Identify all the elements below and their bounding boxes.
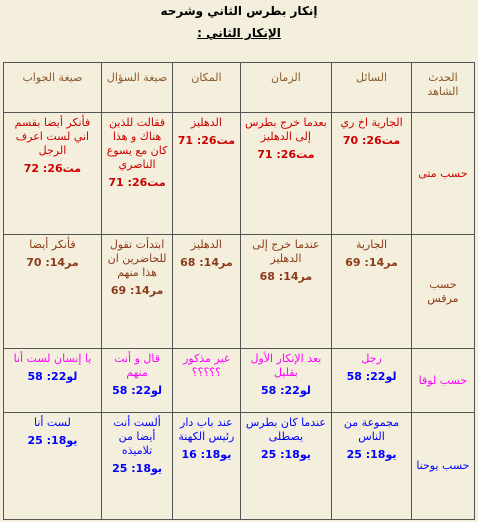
place-cell [173, 349, 240, 413]
answer-ref: مت26: 72 [23, 162, 82, 175]
header-place: المكان [173, 63, 240, 113]
question-text: قال و أنت منهم [114, 352, 160, 379]
header-asker: السائل [332, 63, 412, 113]
table-row [4, 235, 475, 349]
question-text: ألست أنت أيضا من تلاميذه [113, 416, 161, 457]
place-cell [173, 235, 240, 349]
comparison-table [3, 62, 475, 520]
answer-text: فأنكر أيضا بقسم اني لست اعرف الرجل [14, 116, 91, 157]
header-time: الزمان [240, 63, 332, 113]
witness-label: حسب مرقس [427, 277, 459, 305]
witness-cell [411, 113, 474, 235]
table-row [4, 113, 475, 235]
asker-text: مجموعة من الناس [343, 416, 400, 443]
header-answer: صيغة الجواب [4, 63, 102, 113]
question-ref: يو18: 25 [112, 462, 163, 475]
table-row [4, 349, 475, 413]
question-cell [101, 113, 172, 235]
time-ref: يو18: 25 [260, 448, 311, 461]
answer-ref: لو22: 58 [27, 370, 78, 383]
asker-ref: مر14: 69 [345, 256, 398, 269]
question-text: ابتدأت تقول للحاضرين ان هذا منهم [107, 238, 167, 279]
place-text: غير مذكور ؟؟؟؟؟ [183, 352, 230, 379]
header-question: صيغة السؤال [101, 63, 172, 113]
answer-cell [4, 235, 102, 349]
asker-cell [332, 113, 412, 235]
answer-cell [4, 349, 102, 413]
place-text: الدهليز [190, 116, 222, 129]
place-ref: يو18: 16 [181, 448, 232, 461]
time-cell [240, 413, 332, 520]
asker-ref: لو22: 58 [346, 370, 397, 383]
time-cell [240, 349, 332, 413]
answer-text: يا إنسان لست أنا [13, 352, 92, 365]
question-ref: مت26: 71 [108, 176, 166, 189]
asker-ref: مت26: 70 [342, 134, 401, 147]
answer-cell [4, 413, 102, 520]
asker-ref: يو18: 25 [346, 448, 397, 461]
asker-text: الجارية اخ ري [340, 116, 403, 129]
place-cell [173, 413, 240, 520]
time-text: بعد الإنكار الأول بقليل [250, 352, 322, 379]
question-cell [101, 235, 172, 349]
time-text: عندما كان بطرس يصطلى [245, 416, 326, 443]
time-ref: مر14: 68 [259, 270, 313, 283]
answer-cell [4, 113, 102, 235]
time-text: عندما خرج إلى الدهليز [252, 238, 320, 265]
answer-text: لست أنا [33, 416, 71, 429]
time-text: بعدما خرج بطرس إلى الدهليز [244, 116, 327, 143]
witness-label: حسب لوقا [418, 373, 468, 387]
page-subtitle: الإنكار الثاني : [197, 26, 281, 40]
answer-ref: مر14: 70 [26, 256, 79, 269]
witness-cell [411, 413, 474, 520]
place-text: عند باب دار رئيس الكهنة [178, 416, 235, 443]
question-ref: لو22: 58 [112, 384, 163, 397]
question-cell [101, 349, 172, 413]
witness-label: حسب يوحنا [416, 459, 470, 472]
asker-cell [332, 235, 412, 349]
witness-cell [411, 349, 474, 413]
place-cell [173, 113, 240, 235]
time-cell [240, 113, 332, 235]
asker-text: رجل [361, 352, 382, 365]
time-ref: مت26: 71 [257, 148, 315, 161]
time-ref: لو22: 58 [260, 384, 311, 397]
place-ref: مر14: 68 [180, 256, 233, 269]
question-ref: مر14: 69 [110, 284, 164, 297]
answer-text: فأنكر أيضا [29, 238, 76, 251]
asker-text: الجارية [355, 238, 388, 251]
asker-cell [332, 413, 412, 520]
question-text: فقالت للذين هناك و هذا كان مع يسوع الناصري [106, 116, 168, 171]
witness-label: حسب متى [418, 166, 468, 180]
witness-cell [411, 235, 474, 349]
page-title: إنكار بطرس الثاني وشرحه [160, 4, 318, 18]
answer-ref: يو18: 25 [27, 434, 78, 447]
time-cell [240, 235, 332, 349]
header-witness: الحدث الشاهد [411, 63, 474, 113]
place-ref: مت26: 71 [177, 134, 236, 147]
header-row [4, 63, 475, 113]
asker-cell [332, 349, 412, 413]
question-cell [101, 413, 172, 520]
table-row [4, 413, 475, 520]
place-text: الدهليز [190, 238, 222, 251]
